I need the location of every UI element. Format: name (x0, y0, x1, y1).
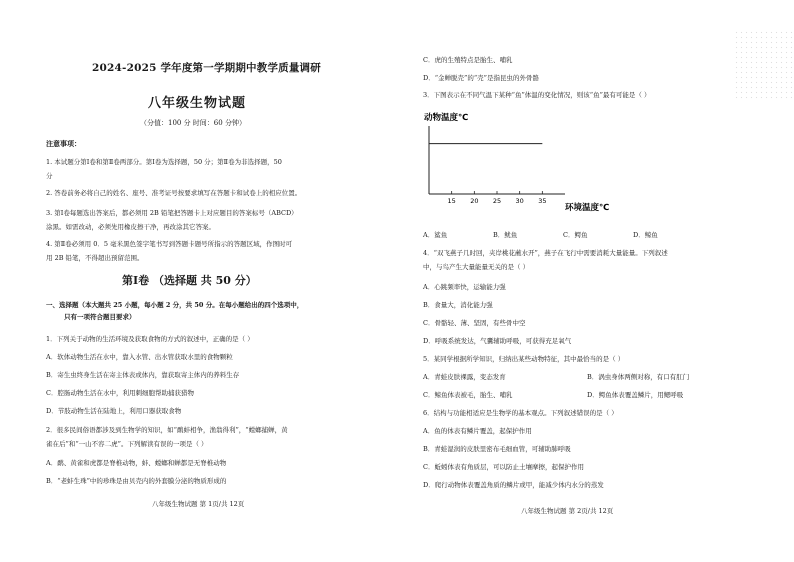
chart-x-tick-label: 20 (470, 197, 479, 205)
q3-option-d: D．鲸鱼 (633, 231, 658, 239)
question-2-stem: 2．很多民间俗语都涉及到生物学的知识，如“鹬蚌相争，渔翁得利”，“螳螂捕蝉，黄 (46, 426, 288, 434)
question-5-stem: 5．某同学根据所学知识，归纳出某些动物特征，其中最恰当的是（ ） (423, 355, 625, 363)
q4-option-d: D．呼吸系统发达，气囊辅助呼吸，可获得充足氧气 (423, 337, 572, 345)
notice-line: 涂黑。如需改动，必须先用橡皮擦干净，再改涂其它答案。 (46, 223, 215, 231)
q2-option-c: C．虎的生殖特点是胎生、哺乳 (423, 56, 513, 64)
notice-heading: 注意事项： (46, 139, 81, 148)
exam-title: 2024-2025 学年度第一学期期中教学质量调研 (92, 62, 321, 74)
notice-line: 1. 本试题分第Ⅰ卷和第Ⅱ卷两部分。第Ⅰ卷为选择题，50 分；第Ⅱ卷为非选择题，50 (46, 158, 282, 166)
section-title: 第Ⅰ卷 （选择题 共 50 分） (122, 274, 257, 287)
chart-x-tick-label: 35 (538, 197, 547, 205)
page-footer: 八年级生物试题 第 1页/共 12页 (152, 500, 245, 508)
q5-option-b: B．涡虫身体两侧对称，有口有肛门 (587, 373, 690, 381)
question-2-stem: 雀在后”和“一山不容二虎”。下列解读有误的一项是（ ） (46, 440, 208, 448)
q1-option-d: D．节肢动物生活在陆地上，利用口器获取食物 (46, 407, 182, 415)
notice-line: 分 (46, 172, 53, 180)
question-4-stem: 中，与鸟产生大量能量无关的是（ ） (423, 263, 530, 271)
page-footer: 八年级生物试题 第 2页/共 12页 (521, 507, 614, 515)
chart-x-tick-label: 15 (447, 197, 456, 205)
q6-option-a: A．鱼的体表有鳞片覆盖，起保护作用 (423, 427, 532, 435)
notice-line: 用 2B 铅笔，不得超出预留范围。 (46, 254, 144, 262)
question-3-stem: 3．下图表示在不同气温下某种“鱼”体温的变化情况，则该“鱼”最有可能是（ ） (423, 91, 651, 99)
q1-option-b: B．寄生虫终身生活在寄主体表或体内，靠获取寄主体内的养料生存 (46, 371, 240, 379)
q2-option-d: D．“金蝉脱壳”的“壳”是指昆虫的外骨骼 (423, 74, 540, 82)
q1-option-c: C．腔肠动物生活在水中，利用刺细胞帮助捕获猎物 (46, 389, 194, 397)
chart-x-tick-label: 25 (492, 197, 502, 205)
q5-option-a: A．青蛙皮肤裸露，变态发育 (423, 373, 506, 381)
temperature-chart (417, 108, 637, 216)
question-6-stem: 6．结构与功能相适应是生物学的基本观点。下列叙述错误的是（ ） (423, 409, 618, 417)
q1-option-a: A．软体动物生活在水中，靠入水管、出水管获取水里的食物颗粒 (46, 353, 233, 361)
chart-y-label: 动物温度℃ (424, 113, 469, 123)
q3-option-b: B．鱿鱼 (493, 231, 518, 239)
q6-option-d: D．爬行动物体表覆盖角质的鳞片或甲，能减少体内水分的蒸发 (423, 481, 604, 489)
q6-option-b: B．青蛙湿润的皮肤里密布毛细血管，可辅助肺呼吸 (423, 445, 571, 453)
q3-option-c: C．鳄鱼 (563, 231, 588, 239)
q2-option-b: B．“老蚌生珠”中的珍珠是由贝壳内的外套膜分泌的物质形成的 (46, 477, 227, 485)
score-time: （分值：100 分 时间：60 分钟） (140, 119, 246, 127)
q4-option-c: C．骨骼轻、薄、坚固，有些骨中空 (423, 319, 526, 327)
subject-title: 八年级生物试题 (148, 96, 247, 111)
mc-intro: 一、选择题（本大题共 25 小题，每小题 2 分，共 50 分。在每小题给出的四个选项中， (46, 301, 304, 309)
q6-option-c: C．蚯蚓体表有角质层，可以防止土壤摩擦，起保护作用 (423, 463, 584, 471)
q2-option-a: A．鹬、黄雀和虎都是脊椎动物，蚌、螳螂和蝉都是无脊椎动物 (46, 459, 227, 467)
mc-intro: 只有一项符合题目要求） (64, 313, 136, 321)
notice-line: 4. 第Ⅱ卷必须用 0．5 毫米黑色签字笔书写到答题卡题号所指示的答题区域，作图时可 (46, 240, 293, 248)
page-2 (397, 0, 794, 562)
notice-line: 2. 答卷前务必将自己的姓名、座号、准考证号按要求填写在答题卡和试卷上的相应位置。 (46, 189, 302, 197)
notice-line: 3. 第Ⅰ卷每题选出答案后，都必须用 2B 铅笔把答题卡上对应题目的答案标号（ABCD） (46, 209, 298, 217)
chart-ticks (448, 191, 547, 205)
question-1-stem: 1．下列关于动物的生活环境及获取食物的方式的叙述中，正确的是（ ） (46, 335, 254, 343)
chart-x-tick-label: 30 (515, 197, 524, 205)
q4-option-b: B．食量大，消化能力强 (423, 301, 493, 309)
q3-option-a: A．鲨鱼 (423, 231, 448, 239)
scan-noise (734, 30, 794, 100)
q4-option-a: A．心跳频率快，运输能力强 (423, 283, 506, 291)
chart-x-label: 环境温度℃ (565, 203, 610, 213)
question-4-stem: 4．“双飞燕子几时回，夹岸桃花蘸水开”，燕子在飞行中需要消耗大量能量。下列叙述 (423, 249, 668, 257)
q5-option-c: C．鲸鱼体表被毛，胎生、哺乳 (423, 391, 513, 399)
q5-option-d: D．鳄鱼体表覆盖鳞片，用鳃呼吸 (587, 391, 684, 399)
